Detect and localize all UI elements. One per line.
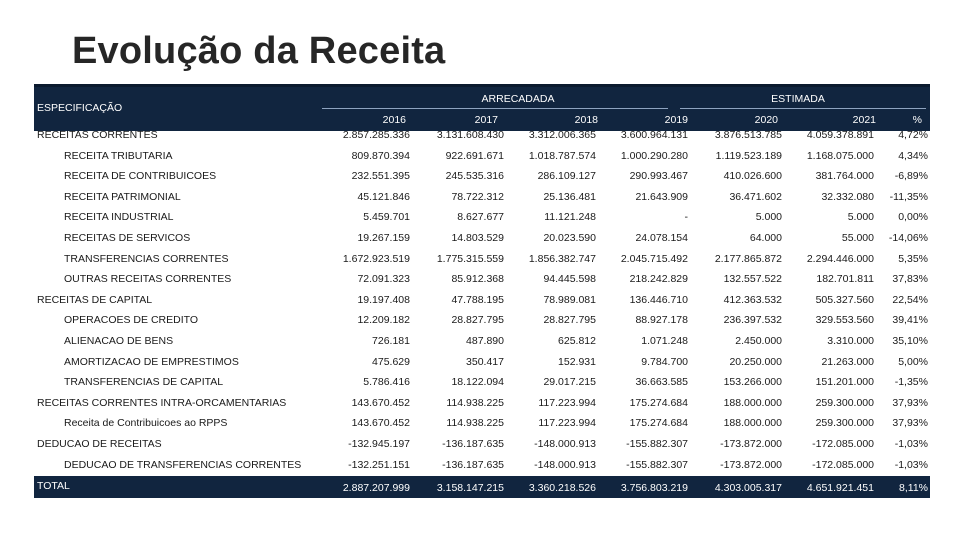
row-value: 78.989.081 — [543, 293, 596, 306]
row-label: RECEITA DE CONTRIBUICOES — [64, 170, 217, 183]
row-value: 3.312.006.365 — [528, 129, 596, 141]
total-label: TOTAL — [37, 480, 70, 492]
row-percent: 37,93% — [892, 417, 928, 430]
row-value: 286.109.127 — [537, 170, 596, 183]
row-label: RECEITAS DE SERVICOS — [64, 232, 191, 244]
row-value: 1.775.315.559 — [436, 252, 504, 265]
row-value: 5.000 — [755, 211, 782, 224]
row-percent: 22,54% — [892, 293, 928, 306]
table-row — [34, 394, 930, 414]
row-value: 412.363.532 — [723, 293, 782, 306]
row-value: -172.085.000 — [812, 458, 874, 471]
table-row — [34, 229, 930, 249]
row-value: 153.266.000 — [723, 376, 782, 389]
row-value: 143.670.452 — [351, 417, 410, 430]
row-value: - — [684, 211, 688, 224]
row-value: -173.872.000 — [720, 458, 782, 471]
row-value: 487.890 — [466, 335, 504, 347]
table-row — [34, 311, 930, 331]
row-value: 1.119.523.189 — [715, 149, 782, 162]
header-spec-label: ESPECIFICAÇÃO — [37, 102, 123, 114]
row-value: 4.059.378.891 — [806, 129, 874, 141]
row-percent: -1,03% — [894, 458, 928, 471]
row-label: DEDUCAO DE TRANSFERENCIAS CORRENTES — [64, 458, 302, 471]
row-value: 625.812 — [558, 335, 596, 347]
row-value: 55.000 — [841, 232, 874, 244]
row-label: OUTRAS RECEITAS CORRENTES — [64, 273, 232, 286]
table-row — [34, 373, 930, 393]
row-value: -148.000.913 — [534, 458, 596, 471]
total-row — [34, 476, 930, 498]
table-row — [34, 250, 930, 270]
row-value: 1.672.923.519 — [342, 252, 410, 265]
row-value: 151.201.000 — [815, 376, 874, 389]
header-year-2021: 2021 — [852, 114, 876, 126]
table-row — [34, 167, 930, 187]
row-value: 36.663.585 — [635, 376, 688, 389]
row-value: 9.784.700 — [641, 355, 688, 368]
row-percent: 0,00% — [898, 211, 928, 224]
row-value: 136.446.710 — [629, 293, 688, 306]
row-value: 21.643.909 — [635, 190, 688, 203]
row-percent: 39,41% — [892, 314, 928, 327]
row-value: 3.131.608.430 — [436, 129, 504, 141]
table-row — [34, 353, 930, 373]
row-value: 2.294.446.000 — [806, 252, 874, 265]
row-value: 2.045.715.492 — [620, 252, 688, 265]
table-row — [34, 414, 930, 434]
total-percent: 8,11% — [899, 482, 928, 494]
row-value: 94.445.598 — [543, 273, 596, 286]
row-percent: -1,03% — [894, 438, 928, 450]
row-value: 24.078.154 — [635, 232, 688, 244]
row-value: 19.267.159 — [357, 232, 410, 244]
row-value: 47.788.195 — [451, 293, 504, 306]
row-value: 1.856.382.747 — [528, 252, 596, 265]
row-value: 20.023.590 — [543, 232, 596, 244]
row-value: 5.459.701 — [363, 211, 410, 224]
row-value: 114.938.225 — [446, 396, 504, 409]
header-arrecadada-underline — [322, 108, 668, 109]
row-value: 259.300.000 — [815, 396, 874, 409]
row-label: RECEITAS CORRENTES INTRA-ORCAMENTARIAS — [37, 396, 287, 409]
row-value: 25.136.481 — [543, 190, 596, 203]
row-value: 350.417 — [466, 355, 504, 368]
row-label: TRANSFERENCIAS DE CAPITAL — [64, 376, 224, 389]
row-value: -132.251.151 — [348, 458, 410, 471]
row-value: 36.471.602 — [729, 190, 782, 203]
row-value: 3.310.000 — [827, 335, 874, 347]
row-value: 259.300.000 — [815, 417, 874, 430]
row-value: 236.397.532 — [723, 314, 782, 327]
header-estimada-underline — [680, 108, 926, 109]
header-year-2019: 2019 — [664, 114, 688, 126]
row-value: 329.553.560 — [815, 314, 874, 327]
row-value: 475.629 — [372, 355, 410, 368]
row-value: 11.121.248 — [544, 211, 596, 224]
row-value: 132.557.522 — [723, 273, 782, 286]
row-value: 232.551.395 — [351, 170, 410, 183]
total-value: 3.360.218.526 — [528, 482, 596, 494]
row-value: 175.274.684 — [629, 396, 688, 409]
table-row — [34, 435, 930, 455]
row-value: 2.450.000 — [735, 335, 782, 347]
row-percent: 35,10% — [892, 335, 928, 347]
row-percent: 5,35% — [898, 252, 928, 265]
row-value: 175.274.684 — [629, 417, 688, 430]
header-spec-cell — [34, 84, 318, 131]
row-percent: -11,35% — [889, 190, 928, 203]
table-row — [34, 208, 930, 228]
row-value: 410.026.600 — [723, 170, 782, 183]
header-years-cell — [318, 84, 930, 131]
row-value: 19.197.408 — [357, 293, 410, 306]
row-value: 64.000 — [749, 232, 782, 244]
row-value: 32.332.080 — [821, 190, 874, 203]
row-value: 1.168.075.000 — [806, 149, 874, 162]
row-percent: -14,06% — [888, 232, 928, 244]
row-value: 3.600.964.131 — [620, 129, 688, 141]
row-percent: 37,83% — [892, 273, 928, 286]
row-value: -173.872.000 — [720, 438, 782, 450]
row-percent: 4,34% — [898, 149, 928, 162]
row-value: 245.535.316 — [445, 170, 504, 183]
row-value: 8.627.677 — [457, 211, 504, 224]
header-percent: % — [912, 114, 922, 126]
table-row — [34, 456, 930, 476]
row-label: RECEITA PATRIMONIAL — [64, 190, 181, 203]
table-row — [34, 188, 930, 208]
row-label: OPERACOES DE CREDITO — [64, 314, 198, 327]
row-label: TRANSFERENCIAS CORRENTES — [64, 252, 229, 265]
row-value: 182.701.811 — [816, 273, 874, 286]
row-value: 114.938.225 — [446, 417, 504, 430]
row-value: 117.223.994 — [538, 417, 596, 430]
row-label: RECEITA INDUSTRIAL — [64, 211, 174, 224]
row-value: 29.017.215 — [543, 376, 596, 389]
row-percent: 5,00% — [898, 355, 928, 368]
row-value: 143.670.452 — [351, 396, 410, 409]
row-value: 72.091.323 — [357, 273, 410, 286]
row-value: 117.223.994 — [538, 396, 596, 409]
row-label: RECEITAS CORRENTES — [37, 129, 158, 141]
row-value: 28.827.795 — [543, 314, 596, 327]
row-value: 188.000.000 — [723, 417, 782, 430]
row-value: 381.764.000 — [815, 170, 874, 183]
row-percent: 4,72% — [898, 129, 928, 141]
row-value: 1.018.787.574 — [528, 149, 596, 162]
total-value: 4.303.005.317 — [714, 482, 782, 494]
row-label: ALIENACAO DE BENS — [64, 335, 174, 347]
row-value: -136.187.635 — [442, 458, 504, 471]
row-label: RECEITA TRIBUTARIA — [64, 149, 173, 162]
row-value: 1.071.248 — [641, 335, 688, 347]
row-label: AMORTIZACAO DE EMPRESTIMOS — [64, 355, 239, 368]
row-value: 218.242.829 — [629, 273, 688, 286]
row-percent: -6,89% — [894, 170, 928, 183]
table-row — [34, 147, 930, 167]
row-value: 188.000.000 — [723, 396, 782, 409]
row-value: 14.803.529 — [451, 232, 504, 244]
total-value: 3.756.803.219 — [620, 482, 688, 494]
row-value: -136.187.635 — [442, 438, 504, 450]
row-value: 1.000.290.280 — [620, 149, 688, 162]
row-value: 505.327.560 — [815, 293, 874, 306]
row-percent: -1,35% — [894, 376, 928, 389]
row-value: 28.827.795 — [451, 314, 504, 327]
row-value: 20.250.000 — [729, 355, 782, 368]
row-label: Receita de Contribuicoes ao RPPS — [64, 417, 228, 430]
header-year-2016: 2016 — [382, 114, 406, 126]
row-percent: 37,93% — [892, 396, 928, 409]
row-value: 922.691.671 — [445, 149, 504, 162]
row-value: 2.857.285.336 — [342, 129, 410, 141]
row-value: 21.263.000 — [821, 355, 874, 368]
row-label: DEDUCAO DE RECEITAS — [37, 438, 162, 450]
row-value: 152.931 — [558, 355, 596, 368]
row-value: -132.945.197 — [348, 438, 410, 450]
table-row — [34, 126, 930, 146]
row-value: 12.209.182 — [357, 314, 410, 327]
row-value: -148.000.913 — [534, 438, 596, 450]
row-value: 290.993.467 — [629, 170, 688, 183]
header-year-2017: 2017 — [474, 114, 498, 126]
row-value: 88.927.178 — [635, 314, 688, 327]
header-arrecadada-label: ARRECADADA — [481, 93, 555, 105]
row-value: 5.000 — [847, 211, 874, 224]
total-value: 4.651.921.451 — [806, 482, 874, 494]
table-header — [34, 84, 930, 128]
row-value: -155.882.307 — [626, 458, 688, 471]
row-value: 726.181 — [372, 335, 410, 347]
row-label: RECEITAS DE CAPITAL — [37, 293, 153, 306]
row-value: 5.786.416 — [363, 376, 410, 389]
table-row — [34, 332, 930, 352]
row-value: 85.912.368 — [451, 273, 504, 286]
row-value: -155.882.307 — [626, 438, 688, 450]
row-value: 2.177.865.872 — [714, 252, 782, 265]
table-row — [34, 270, 930, 290]
page-title: Evolução da Receita — [72, 30, 446, 72]
row-value: 18.122.094 — [451, 376, 504, 389]
header-estimada-label: ESTIMADA — [771, 93, 825, 105]
total-value: 2.887.207.999 — [342, 482, 410, 494]
row-value: 45.121.846 — [357, 190, 410, 203]
row-value: 809.870.394 — [351, 149, 410, 162]
total-value: 3.158.147.215 — [436, 482, 504, 494]
header-year-2020: 2020 — [754, 114, 778, 126]
header-year-2018: 2018 — [574, 114, 598, 126]
table-row — [34, 291, 930, 311]
row-value: -172.085.000 — [812, 438, 874, 450]
row-value: 78.722.312 — [451, 190, 504, 203]
row-value: 3.876.513.785 — [714, 129, 782, 141]
